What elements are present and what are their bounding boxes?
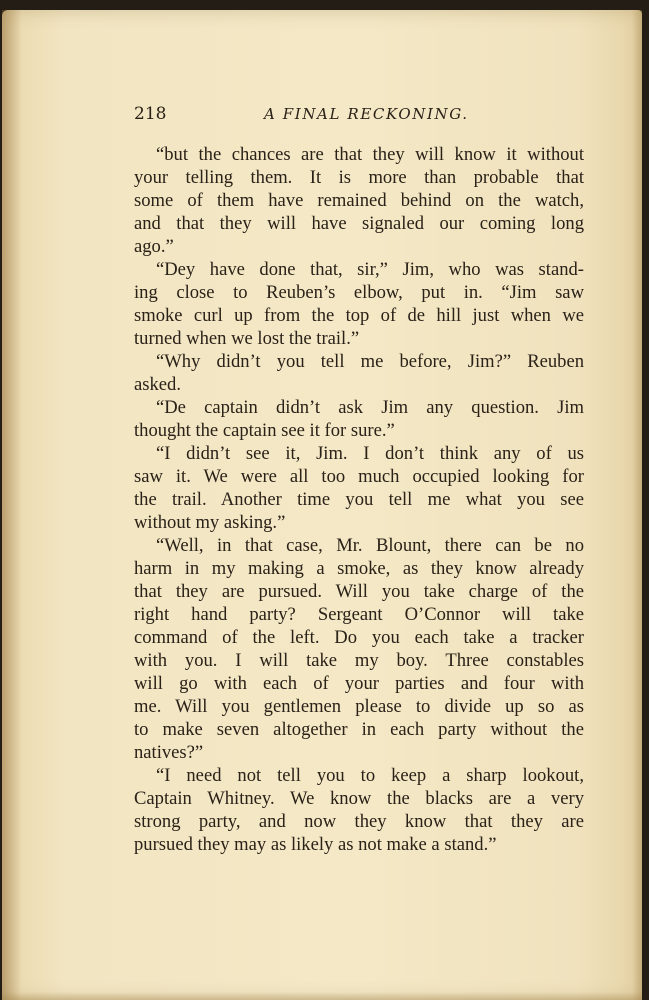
text-line: ago.”: [134, 236, 174, 257]
text-line: “but the chances are that they will know it without: [156, 144, 584, 165]
text-line: to make seven altogether in each party without the: [134, 719, 584, 740]
text-line: “I didn’t see it, Jim. I don’t think any of us: [156, 443, 584, 464]
page-number: 218: [134, 104, 167, 124]
text-line: “I need not tell you to keep a sharp lookout,: [156, 765, 584, 786]
binding-shadow: [2, 10, 22, 1000]
text-line: “Dey have done that, sir,” Jim, who was stand-: [156, 259, 584, 280]
running-head: [134, 103, 584, 125]
text-line: ing close to Reuben’s elbow, put in. “Jim saw: [134, 282, 584, 303]
text-line: thought the captain see it for sure.”: [134, 420, 395, 441]
text-line: and that they will have signaled our coming long: [134, 213, 584, 234]
page-edge-right: [632, 10, 642, 1000]
text-line: “Well, in that case, Mr. Blount, there can be no: [156, 535, 584, 556]
text-line: Captain Whitney. We know the blacks are a very: [134, 788, 584, 809]
text-line: with you. I will take my boy. Three constables: [134, 650, 584, 671]
text-line: “Why didn’t you tell me before, Jim?” Reuben: [156, 351, 584, 372]
text-line: the trail. Another time you tell me what you see: [134, 489, 584, 510]
text-line: pursued they may as likely as not make a stand.”: [134, 834, 497, 855]
text-line: strong party, and now they know that they are: [134, 811, 584, 832]
text-line: that they are pursued. Will you take charge of the: [134, 581, 584, 602]
text-line: asked.: [134, 374, 181, 395]
text-line: smoke curl up from the top of de hill just when we: [134, 305, 584, 326]
text-line: your telling them. It is more than probable that: [134, 167, 584, 188]
page-edge-bottom: [2, 992, 642, 1000]
body-text: [134, 143, 584, 856]
running-title: A FINAL RECKONING.: [264, 105, 469, 123]
text-line: natives?”: [134, 742, 204, 763]
text-line: “De captain didn’t ask Jim any question. Jim: [156, 397, 584, 418]
text-line: command of the left. Do you each take a tracker: [134, 627, 584, 648]
text-line: harm in my making a smoke, as they know already: [134, 558, 584, 579]
text-line: turned when we lost the trail.”: [134, 328, 360, 349]
text-line: some of them have remained behind on the watch,: [134, 190, 584, 211]
text-line: will go with each of your parties and four with: [134, 673, 584, 694]
text-line: right hand party? Sergeant O’Connor will take: [134, 604, 584, 625]
text-line: me. Will you gentlemen please to divide up so as: [134, 696, 584, 717]
text-line: without my asking.”: [134, 512, 286, 533]
text-line: saw it. We were all too much occupied looking for: [134, 466, 584, 487]
